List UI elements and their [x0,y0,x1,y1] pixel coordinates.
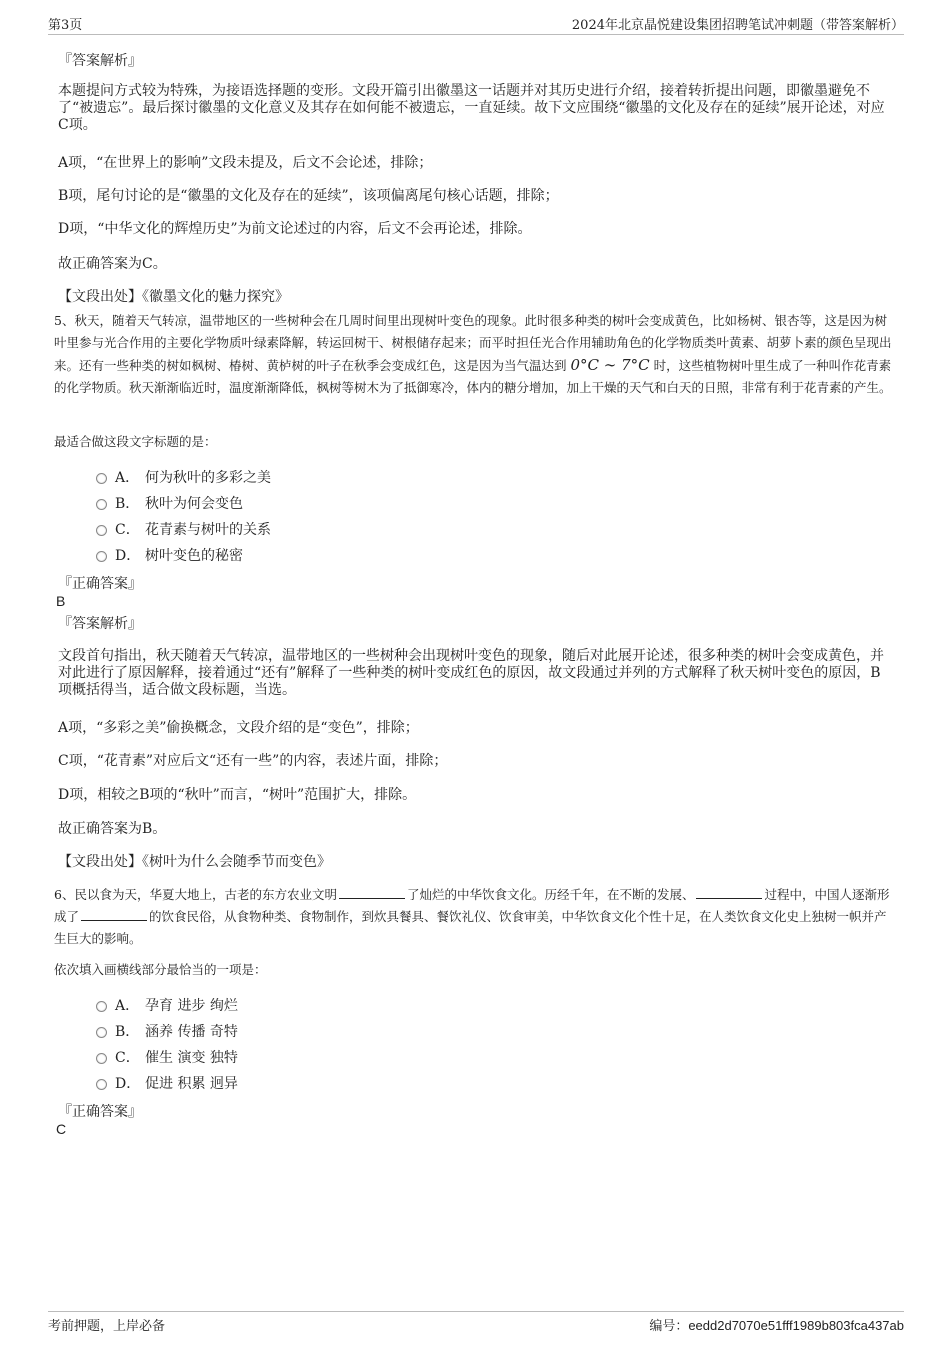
blank-line-2 [696,886,762,899]
answer-conclusion: 故正确答案为B。 [58,821,167,837]
radio-icon[interactable] [96,499,107,510]
radio-icon[interactable] [96,1079,107,1090]
analysis-option-a: A项，“在世界上的影响”文段未提及，后文不会论述，排除； [58,155,433,171]
analysis-option-d: D项，“中华文化的辉煌历史”为前文论述过的内容，后文不会再论述，排除。 [58,221,532,237]
passage-source: 【文段出处】《树叶为什么会随季节而变色》 [58,854,331,870]
document-title: 2024年北京晶悦建设集团招聘笔试冲刺题（带答案解析） [571,18,904,33]
answer-conclusion: 故正确答案为C。 [58,256,167,272]
blank-line-3 [81,908,147,921]
question-stem [54,310,896,399]
analysis-option-c: C项，“花青素”对应后文“还有一些”的内容，表述片面，排除； [58,753,448,769]
question-prompt: 最适合做这段文字标题的是： [54,434,217,449]
radio-icon[interactable] [96,1027,107,1038]
page-footer [48,1311,904,1336]
temperature-range: 0°C ∼ 7°C [570,356,650,374]
answer-analysis-label: 『答案解析』 [58,616,142,632]
passage-source: 【文段出处】《徽墨文化的魅力探究》 [58,289,289,305]
option-d[interactable]: D． 促进 积累 迥异 [96,1073,238,1093]
analysis-option-a: A项，“多彩之美”偷换概念，文段介绍的是“变色”，排除； [58,720,419,736]
option-c[interactable]: C． 花青素与树叶的关系 [96,519,271,539]
option-b[interactable]: B． 涵养 传播 奇特 [96,1021,238,1041]
correct-answer-label: 『正确答案』 [58,1104,142,1120]
blank-line-1 [339,886,405,899]
correct-answer: B [56,593,66,609]
answer-analysis-text: 文段首句指出，秋天随着天气转凉，温带地区的一些树种会出现树叶变色的现象，随后对此展开论述，很多种类的树叶会变成黄色，并对此进行了原因解释，接着通过“还有”解释了一些种类的树叶变成红色的原因，故文段通过并列的方式解释了秋天树叶变色的原因，B项概括得当，适合做文段标题，当选。 [58,648,884,698]
question-stem-text-b: 时，这些植物树叶里生成了一种叫作花青素的化学物质。秋天渐渐临近时，温度渐渐降低，枫树等树木为了抵御寒冷，体内的糖分增加，加上干燥的天气和白天的日照，非常有利于花青素的产生。 [54,358,892,395]
footer-slogan: 考前押题，上岸必备 [48,1319,166,1334]
page-header [48,14,904,35]
correct-answer: C [56,1121,67,1137]
option-a[interactable]: A． 何为秋叶的多彩之美 [96,467,271,487]
option-c[interactable]: C． 催生 演变 独特 [96,1047,238,1067]
question-prompt: 依次填入画横线部分最恰当的一项是： [54,962,267,977]
radio-icon[interactable] [96,551,107,562]
answer-analysis-label: 『答案解析』 [58,53,142,69]
option-b[interactable]: B． 秋叶为何会变色 [96,493,243,513]
analysis-option-b: B项，尾句讨论的是“徽墨的文化及存在的延续”，该项偏离尾句核心话题，排除； [58,188,559,204]
radio-icon[interactable] [96,525,107,536]
page-number: 第3页 [48,18,83,33]
document-id: 编号：eedd2d7070e51fff1989b803fca437ab [649,1318,904,1333]
option-a[interactable]: A． 孕育 进步 绚烂 [96,995,238,1015]
radio-icon[interactable] [96,473,107,484]
correct-answer-label: 『正确答案』 [58,576,142,592]
radio-icon[interactable] [96,1053,107,1064]
analysis-option-d: D项，相较之B项的“秋叶”而言，“树叶”范围扩大，排除。 [58,787,417,803]
option-d[interactable]: D． 树叶变色的秘密 [96,545,243,565]
radio-icon[interactable] [96,1001,107,1012]
question-stem-text-a: 5、秋天，随着天气转凉，温带地区的一些树种会在几周时间里出现树叶变色的现象。此时很多种类的树叶会变成黄色，比如杨树、银杏等，这是因为树叶里参与光合作用的主要化学物质叶绿素降解，转运回树干、树根储存起来；而平时担任光合作用辅助角色的化学物质类叶黄素、胡萝卜素的颜色呈现出来。还有一些种类的树如枫树、椿树、黄栌树的叶子在秋季会变成红色，这是因为当气温达到 [54,313,892,373]
answer-analysis-text: 本题提问方式较为特殊，为接语选择题的变形。文段开篇引出徽墨这一话题并对其历史进行介绍，接着转折提出问题，即徽墨避免不了“被遗忘”。最后探讨徽墨的文化意义及其存在如何能不被遗忘，一直延续。故下文应围绕“徽墨的文化及存在的延续”展开论述，对应C项。 [58,83,885,133]
question-stem: 6、民以食为天，华夏大地上，古老的东方农业文明 了灿烂的中华饮食文化。历经千年，在不断的发展、 过程中，中国人逐渐形成了 的饮食民俗，从食物种类、食物制作，到炊具餐具、餐饮礼仪、饮食审美，中华饮食文化个性十足，在人类饮食文化史上独树一帜并产生巨大的影响。 [54,887,890,946]
